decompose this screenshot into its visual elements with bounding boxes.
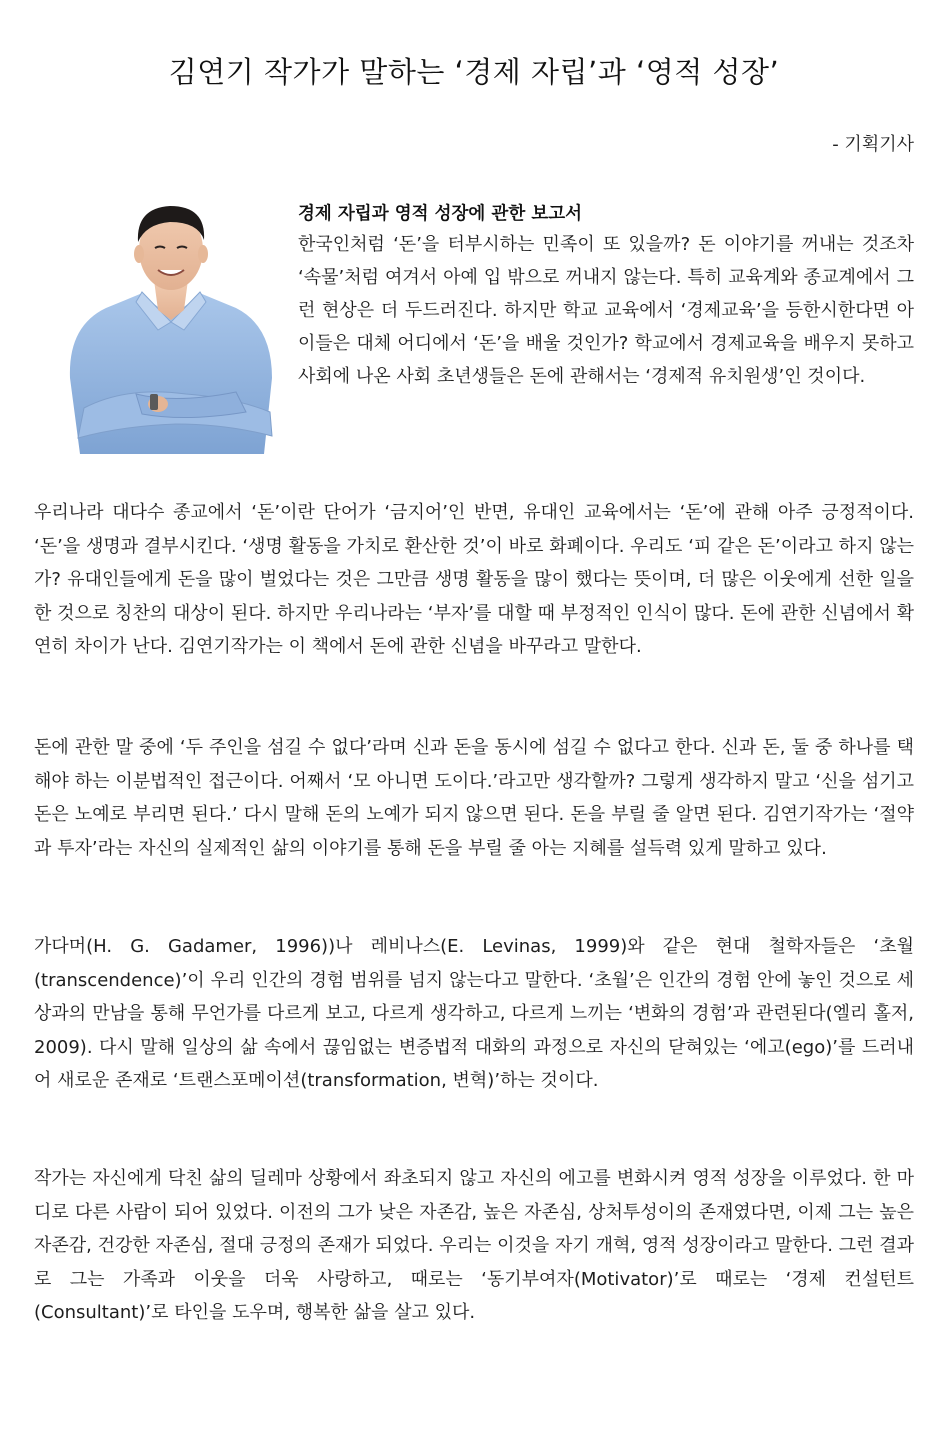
body-paragraph-2: 돈에 관한 말 중에 ‘두 주인을 섬길 수 없다’라며 신과 돈을 동시에 섬길 수 없다고 한다. 신과 돈, 둘 중 하나를 택해야 하는 이분법적인 접근이다. 어째서 ‘모 아니면 도이다.’라고만 생각할까? 그렇게 생각하지 말고 ‘신을 섬기고 돈은 노예로 부리면 된다.’ 다시 말해 돈의 노예가 되지 않으면 된다. 돈을 부릴 줄 알면 된다. 김연기작가는 ‘절약과 투자’라는 자신의 실제적인 삶의 이야기를 통해 돈을 부릴 줄 아는 지혜를 설득력 있게 말하고 있다. [34,737,914,859]
body-paragraph-3: 가다머(H. G. Gadamer, 1996))나 레비나스(E. Levinas, 1999)와 같은 현대 철학자들은 ‘초월(transcendence)’이 우리 인간의 경험 범위를 넘지 않는다고 말한다. ‘초월’은 인간의 경험 안에 놓인 것으로 세상과의 만남을 통해 무언가를 다르게 보고, 다르게 생각하고, 다르게 느끼는 ‘변화의 경험’과 관련된다(엘리 홀저, 2009). 다시 말해 일상의 삶 속에서 끊임없는 변증법적 대화의 과정으로 자신의 닫혀있는 ‘에고(ego)’를 드러내어 새로운 존재로 ‘트랜스포메이션(transformation, 변혁)’하는 것이다. [34,936,914,1091]
body-paragraph-4: 작가는 자신에게 닥친 삶의 딜레마 상황에서 좌초되지 않고 자신의 에고를 변화시켜 영적 성장을 이루었다. 한 마디로 다른 사람이 되어 있었다. 이전의 그가 낮은 자존감, 높은 자존심, 상처투성이의 존재였다면, 이제 그는 높은 자존감, 건강한 자존심, 절대 긍정의 존재가 되었다. 우리는 이것을 자기 개혁, 영적 성장이라고 말한다. 그런 결과로 그는 가족과 이웃을 더욱 사랑하고, 때로는 ‘동기부여자(Motivator)’로 때로는 ‘경제 컨설턴트(Consultant)’로 타인을 도우며, 행복한 삶을 살고 있다. [34,1168,914,1323]
intro-paragraph: 한국인처럼 ‘돈’을 터부시하는 민족이 또 있을까? 돈 이야기를 꺼내는 것조차 ‘속물’처럼 여겨서 아예 입 밖으로 꺼내지 않는다. 특히 교육계와 종교계에서 그런 현상은 더 두드러진다. 하지만 학교 교육에서 ‘경제교육’을 등한시한다면 아이들은 대체 어디에서 ‘돈’을 배울 것인가? 학교에서 경제교육을 배우지 못하고 사회에 나온 사회 초년생들은 돈에 관해서는 ‘경제적 유치원생’인 것이다. [298,234,914,387]
body-paragraph-1: 우리나라 대다수 종교에서 ‘돈’이란 단어가 ‘금지어’인 반면, 유대인 교육에서는 ‘돈’에 관해 아주 긍정적이다. ‘돈’을 생명과 결부시킨다. ‘생명 활동을 가치로 환산한 것’이 바로 화폐이다. 우리도 ‘피 같은 돈’이라고 하지 않는가? 유대인들에게 돈을 많이 벌었다는 것은 그만큼 생명 활동을 많이 했다는 뜻이며, 더 많은 이웃에게 선한 일을 한 것으로 칭찬의 대상이 된다. 하지만 우리나라는 ‘부자’를 대할 때 부정적인 인식이 많다. 돈에 관한 신념에서 확연히 차이가 난다. 김연기작가는 이 책에서 돈에 관한 신념을 바꾸라고 말한다. [34,502,914,657]
intro-heading: 경제 자립과 영적 성장에 관한 보고서 [298,204,583,224]
article-title: 김연기 작가가 말하는 ‘경제 자립’과 ‘영적 성장’ [168,55,780,89]
intro-section [298,200,914,393]
article-category: - 기획기사 [832,134,914,155]
author-portrait [66,198,276,454]
